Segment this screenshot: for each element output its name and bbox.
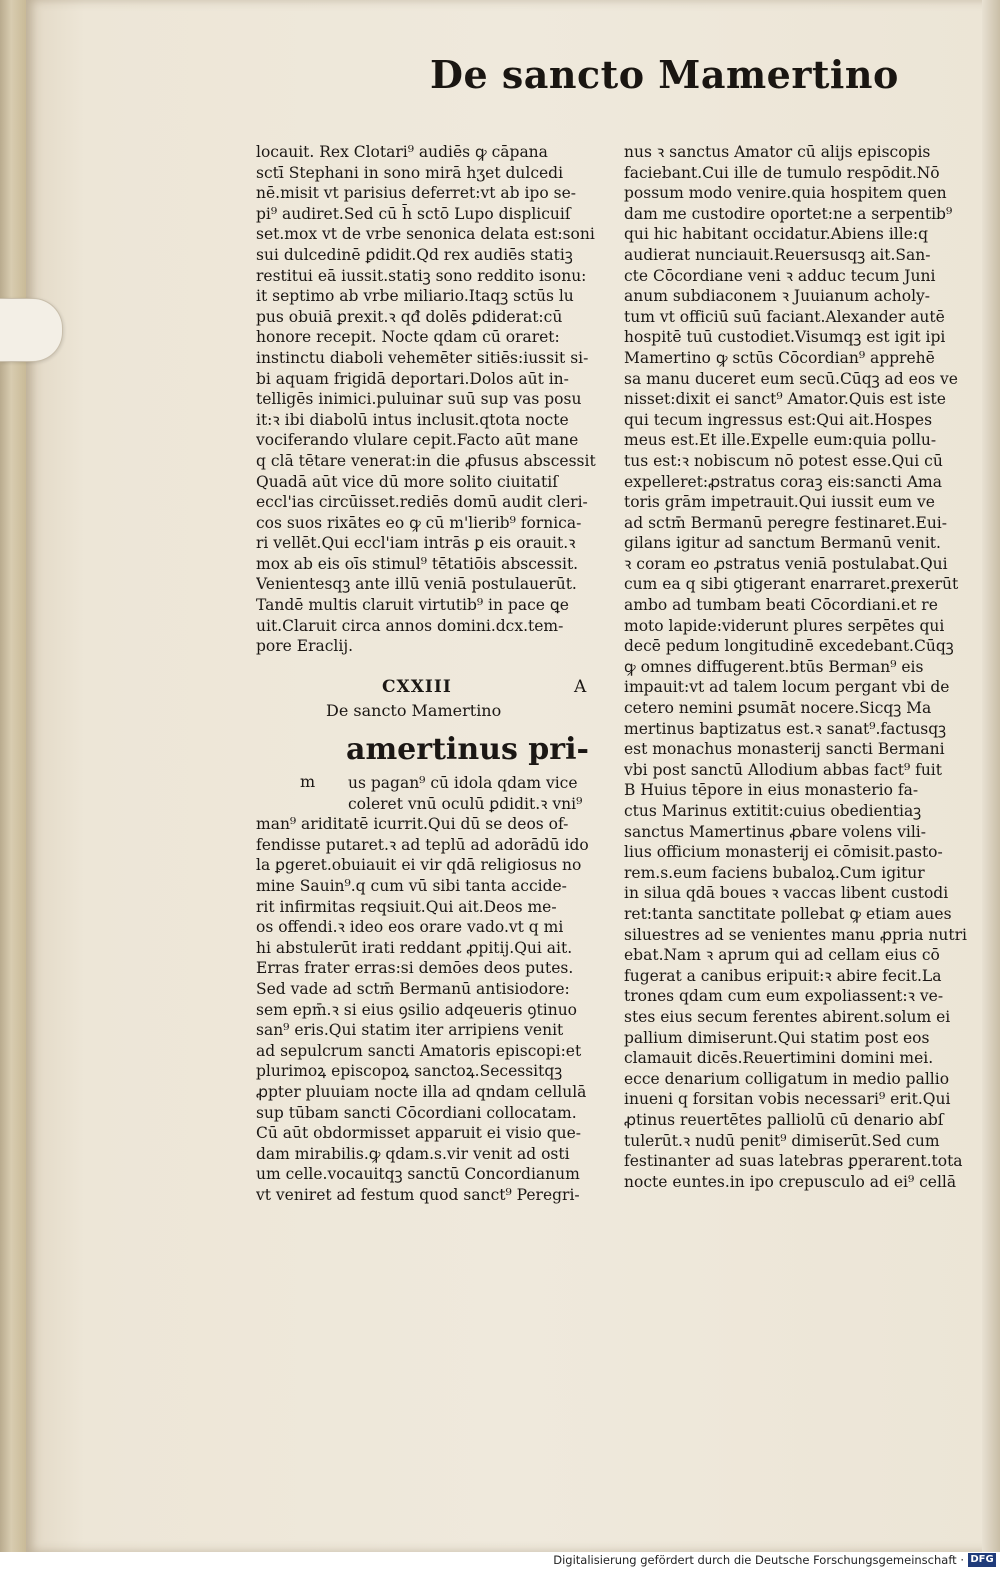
- book-edge: [0, 0, 28, 1555]
- text-line: plurimoꝝ episcopoꝝ sanctoꝝ.Secessitqꝫ: [256, 1062, 563, 1081]
- text-line: ebat.Nam ꝛ aprum qui ad cellam eius cō: [624, 946, 940, 965]
- text-line: nocte euntes.in ipo crepusculo ad ei⁹ cellā: [624, 1172, 957, 1191]
- text-line: instinctu diaboli vehemēter sitiēs:iussit si-: [256, 348, 589, 367]
- text-line: nus ꝛ sanctus Amator cū alijs episcopis: [624, 143, 931, 161]
- text-line: trones qdam cum eum expoliassent:ꝛ ve-: [624, 987, 944, 1006]
- text-line: impauit:vt ad talem locum pergant vbi de: [624, 678, 950, 697]
- text-line: qui hic habitant occidatur.Abiens ille:q: [624, 225, 929, 244]
- text-line: ꝙ omnes diffugerent.btūs Berman⁹ eis: [624, 657, 924, 676]
- text-line: dam me custodire oportet:ne a serpentib⁹: [624, 204, 953, 223]
- text-line: Tandē multis claruit virtutib⁹ in pace ꝗe: [256, 596, 569, 615]
- right-column: [624, 142, 969, 1192]
- running-head: De sancto Mamertino: [430, 52, 899, 97]
- text-line: qui tecum ingressus est:Qui ait.Hospes: [624, 410, 933, 429]
- left-column-bottom: [256, 773, 606, 1205]
- text-line: honore recepit. Nocte qdam cū oraret:: [256, 328, 560, 347]
- text-line: set.mox vt de vrbe senonica delata est:soni: [256, 225, 595, 244]
- text-line: it:ꝛ ibi diabolū intus inclusit.qtota nocte: [256, 410, 569, 429]
- text-line: cte Cōcordiane veni ꝛ adduc tecum Juni: [624, 266, 936, 285]
- text-line: lius officium monasterij ei cōmisit.pasto-: [624, 843, 943, 862]
- text-line: tus est:ꝛ nobiscum nō potest esse.Qui cū: [624, 451, 943, 470]
- chapter-number: CXXIII: [382, 677, 452, 697]
- text-line: pallium dimiserunt.Qui statim post eos: [624, 1028, 930, 1047]
- text-line: coleret vnū oculū ꝑdidit.ꝛ vni⁹: [348, 794, 583, 813]
- text-line: tulerūt.ꝛ nudū penit⁹ dimiserūt.Sed cum: [624, 1131, 940, 1150]
- text-line: eccl'ias circūisset.rediēs domū audit cleri-: [256, 493, 588, 512]
- text-line: ꝓpter pluuiam nocte illa ad qndam cellulā: [256, 1082, 587, 1101]
- text-line: rem.s.eum faciens bubaloꝝ.Cum igitur: [624, 863, 925, 882]
- initial-guide-letter: m: [300, 772, 316, 791]
- dfg-logo: DFG: [968, 1553, 996, 1567]
- text-line: sctī Stephani in sono mirā hʒet dulcedi: [256, 163, 564, 182]
- text-line: nisset:dixit ei sanct⁹ Amator.Quis est iste: [624, 390, 946, 409]
- text-line: B Huius tēpore in eius monasterio fa-: [624, 781, 919, 800]
- text-line: toris grām impetrauit.Qui iussit eum ve: [624, 493, 935, 512]
- text-line: est monachus monasterij sancti Bermani: [624, 740, 945, 759]
- text-line: stes eius secum ferentes abirent.solum ei: [624, 1007, 951, 1026]
- text-line: tum vt officiū suū faciant.Alexander autē: [624, 307, 945, 326]
- text-line: nē.misit vt parisius deferret:vt ab ipo se-: [256, 184, 576, 203]
- text-line: rit infirmitas reqsiuit.Qui ait.Deos me-: [256, 897, 557, 916]
- text-line: Mamertino ꝙ sctūs Cōcordian⁹ apprehē: [624, 348, 935, 367]
- text-line: in silua qdā boues ꝛ vaccas libent custodi: [624, 884, 949, 903]
- text-line: anum subdiaconem ꝛ Juuianum acholy-: [624, 287, 931, 306]
- text-line: sup tūbam sancti Cōcordiani collocatam.: [256, 1103, 577, 1122]
- text-line: locauit. Rex Clotari⁹ audiēs ꝙ cāpana: [256, 143, 548, 161]
- bookmark-tab: [0, 298, 63, 362]
- text-line: audierat nunciauit.Reuersusqꝫ ait.San-: [624, 245, 931, 264]
- opening-big-line: amertinus pri-: [346, 732, 589, 767]
- text-line: ambo ad tumbam beati Cōcordiani.et re: [624, 596, 938, 615]
- text-line: sanctus Mamertinus ꝓbare volens vili-: [624, 822, 927, 841]
- text-line: us pagan⁹ cū idola qdam vice: [348, 774, 578, 792]
- footer-credit: Digitalisierung gefördert durch die Deutsche Forschungsgemeinschaft ·: [553, 1553, 964, 1567]
- text-line: ꝛ coram eo ꝓstratus veniā postulabat.Qui: [624, 554, 948, 573]
- left-column-top: [256, 142, 606, 657]
- text-line: la ꝑgeret.obuiauit ei vir qdā religiosus no: [256, 856, 582, 875]
- text-line: Cū aūt obdormisset apparuit ei visio que-: [256, 1124, 582, 1143]
- text-line: decē pedum longitudinē excedebant.Cūqꝫ: [624, 637, 954, 656]
- text-line: sui dulcedinē ꝑdidit.Qd rex audiēs statiꝫ: [256, 245, 573, 264]
- text-line: cetero nemini ꝑsumāt nocere.Sicqꝫ Ma: [624, 699, 932, 718]
- text-line: mine Sauin⁹.q cum vū sibi tanta accide-: [256, 876, 567, 895]
- text-line: um celle.vocauitqꝫ sanctū Concordianum: [256, 1165, 580, 1184]
- text-line: ad sctm̄ Bermanū peregre festinaret.Eui-: [624, 513, 947, 532]
- text-line: ꝓtinus reuertētes palliolū cū denario abſ: [624, 1110, 944, 1129]
- text-line: vbi post sanctū Allodium abbas fact⁹ fuit: [624, 760, 942, 779]
- text-line: Erras frater erras:si demōes deos putes.: [256, 959, 574, 978]
- text-line: cum ea q sibi ꝯtigerant enarraret.ꝑrexerūt: [624, 575, 959, 594]
- text-line: gilans igitur ad sanctum Bermanū venit.: [624, 534, 941, 553]
- text-line: os offendi.ꝛ ideo eos orare vado.vt q mi: [256, 918, 564, 937]
- text-line: moto lapide:viderunt plures serpētes qui: [624, 616, 945, 635]
- text-line: clamauit dicēs.Reuertimini domini mei.: [624, 1049, 934, 1068]
- text-line: faciebant.Cui ille de tumulo respōdit.Nō: [624, 163, 940, 182]
- text-line: sa manu duceret eum secū.Cūqꝫ ad eos ve: [624, 369, 958, 388]
- text-line: sem epm̄.ꝛ si eius ꝯsilio adqeueris ꝯtinuo: [256, 1000, 578, 1019]
- page-right-edge: [982, 0, 1000, 1552]
- text-line: meus est.Et ille.Expelle eum:quia pollu-: [624, 431, 937, 450]
- chapter-opening-big: [346, 731, 606, 769]
- text-line: Venientesqꝫ ante illū veniā postulauerūt.: [256, 575, 577, 594]
- text-line: pus obuiā ꝑrexit.ꝛ qđ dolēs ꝑdiderat:cū: [256, 307, 563, 326]
- text-line: fugerat a canibus eripuit:ꝛ abire fecit.La: [624, 966, 942, 985]
- chapter-guide-letter: A: [574, 677, 587, 697]
- text-line: Sed vade ad sctm̄ Bermanū antisiodore:: [256, 979, 570, 998]
- text-line: hospitē tuū custodiet.Visumqꝫ est igit ipi: [624, 328, 946, 347]
- text-line: bi aquam frigidā deportari.Dolos aūt in-: [256, 369, 569, 388]
- text-line: telligēs inimici.puluinar suū sup vas posu: [256, 390, 582, 409]
- text-line: fendisse putaret.ꝛ ad teplū ad adorādū ido: [256, 835, 589, 854]
- text-line: ret:tanta sanctitate pollebat ꝙ etiam aues: [624, 904, 952, 923]
- text-line: ri vellēt.Qui eccl'iam intrās ꝑ eis orauit.ꝛ: [256, 534, 576, 553]
- text-line: q clā tētare venerat:in die ꝓfusus abscessit: [256, 451, 596, 470]
- text-line: san⁹ eris.Qui statim iter arripiens venit: [256, 1021, 564, 1040]
- text-line: possum modo venire.quia hospitem quen: [624, 184, 947, 203]
- text-line: man⁹ ariditatē icurrit.Qui dū se deos of-: [256, 815, 569, 834]
- text-line: expelleret:ꝓstratus coraꝫ eis:sancti Ama: [624, 472, 942, 491]
- text-line: Quadā aūt vice dū more solito ciuitatiſ: [256, 472, 558, 491]
- text-line: mertinus baptizatus est.ꝛ sanat⁹.factusqꝫ: [624, 719, 947, 738]
- text-line: cos suos rixātes eo ꝙ cū m'lierib⁹ fornica-: [256, 513, 582, 532]
- text-line: ad sepulcrum sancti Amatoris episcopi:et: [256, 1041, 582, 1060]
- text-line: pore Eraclij.: [256, 637, 354, 656]
- text-line: hi abstulerūt irati reddant ꝓpitij.Qui ait.: [256, 938, 573, 957]
- text-line: festinanter ad suas latebras ꝑperarent.tota: [624, 1152, 963, 1171]
- text-line: pi⁹ audiret.Sed cū h̄ sctō Lupo displicuiſ: [256, 204, 571, 223]
- text-line: vt veniret ad festum quod sanct⁹ Peregri-: [256, 1185, 580, 1204]
- text-line: restitui eā iussit.statiꝫ sono reddito isonu:: [256, 266, 587, 285]
- text-line: siluestres ad se venientes manu ꝓpria nutri: [624, 925, 967, 944]
- text-line: vociferando vlulare cepit.Facto aūt mane: [256, 431, 579, 450]
- text-line: it septimo ab vrbe miliario.Itaqꝫ sctūs lu: [256, 287, 574, 306]
- text-line: inueni q forsitan vobis necessari⁹ erit.Qui: [624, 1090, 951, 1109]
- chapter-title: De sancto Mamertino: [326, 701, 502, 720]
- text-line: ctus Marinus extitit:cuius obedientiaꝫ: [624, 802, 922, 820]
- text-line: uit.Claruit circa annos domini.dcx.tem-: [256, 616, 564, 635]
- text-line: ecce denarium colligatum in medio pallio: [624, 1069, 950, 1088]
- text-line: dam mirabilis.ꝙ qdam.s.vir venit ad osti: [256, 1144, 570, 1163]
- text-line: mox ab eis oīs stimul⁹ tētatiōis abscessit.: [256, 554, 579, 573]
